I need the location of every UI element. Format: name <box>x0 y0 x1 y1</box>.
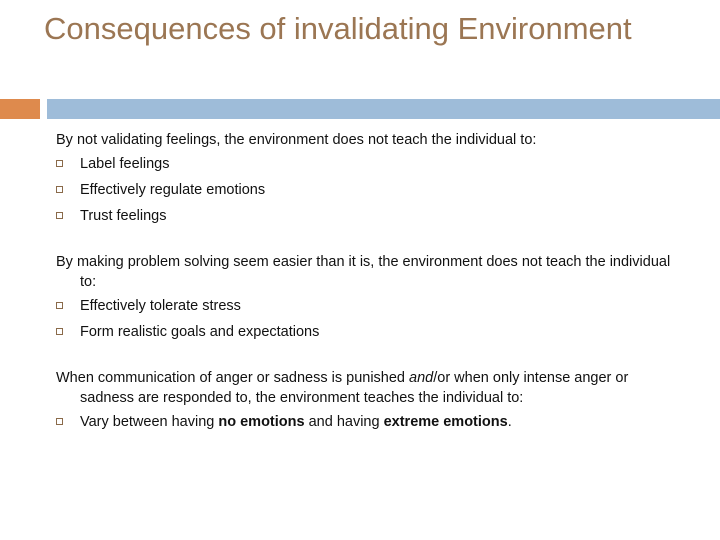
square-bullet-icon <box>56 160 63 167</box>
slide-body <box>56 130 686 438</box>
bullet-text-part: . <box>507 414 512 430</box>
square-bullet-icon <box>56 418 63 425</box>
spacer <box>56 348 686 368</box>
intro-text: When communication of anger or sadness is punished <box>56 370 410 386</box>
bullet-text: Form realistic goals and expectations <box>80 324 320 340</box>
bullet-text: Trust feelings <box>80 208 167 224</box>
intro-italic-text: and <box>409 370 434 386</box>
bullet-item <box>56 322 686 342</box>
bullet-item <box>56 180 686 200</box>
bullet-text: Label feelings <box>80 156 170 172</box>
bullet-text: Effectively regulate emotions <box>80 182 266 198</box>
slide-title: Consequences of invalidating Environment <box>44 11 632 46</box>
bullet-item <box>56 154 686 174</box>
bullet-text: Effectively tolerate stress <box>80 298 241 314</box>
bullet-item <box>56 412 686 432</box>
section2-intro: By making problem solving seem easier than it is, the environment does not teach the individual to: <box>56 254 671 290</box>
square-bullet-icon <box>56 328 63 335</box>
bullet-text-part: and having <box>304 414 384 430</box>
bullet-bold-text: no emotions <box>218 414 305 430</box>
accent-bar-orange <box>0 99 40 119</box>
intro-text: /or when only intense anger or sadness are responded to, the environment teaches the individual to: <box>80 370 629 406</box>
bullet-text-part: Vary between having <box>80 414 219 430</box>
bullet-item <box>56 296 686 316</box>
section1-intro: By not validating feelings, the environment does not teach the individual to: <box>56 132 537 148</box>
accent-bar-blue <box>47 99 720 119</box>
bullet-text <box>80 414 512 430</box>
square-bullet-icon <box>56 302 63 309</box>
bullet-bold-text: extreme emotions <box>383 414 508 430</box>
spacer <box>56 232 686 252</box>
bullet-item <box>56 206 686 226</box>
section3-intro <box>56 368 686 408</box>
square-bullet-icon <box>56 186 63 193</box>
square-bullet-icon <box>56 212 63 219</box>
